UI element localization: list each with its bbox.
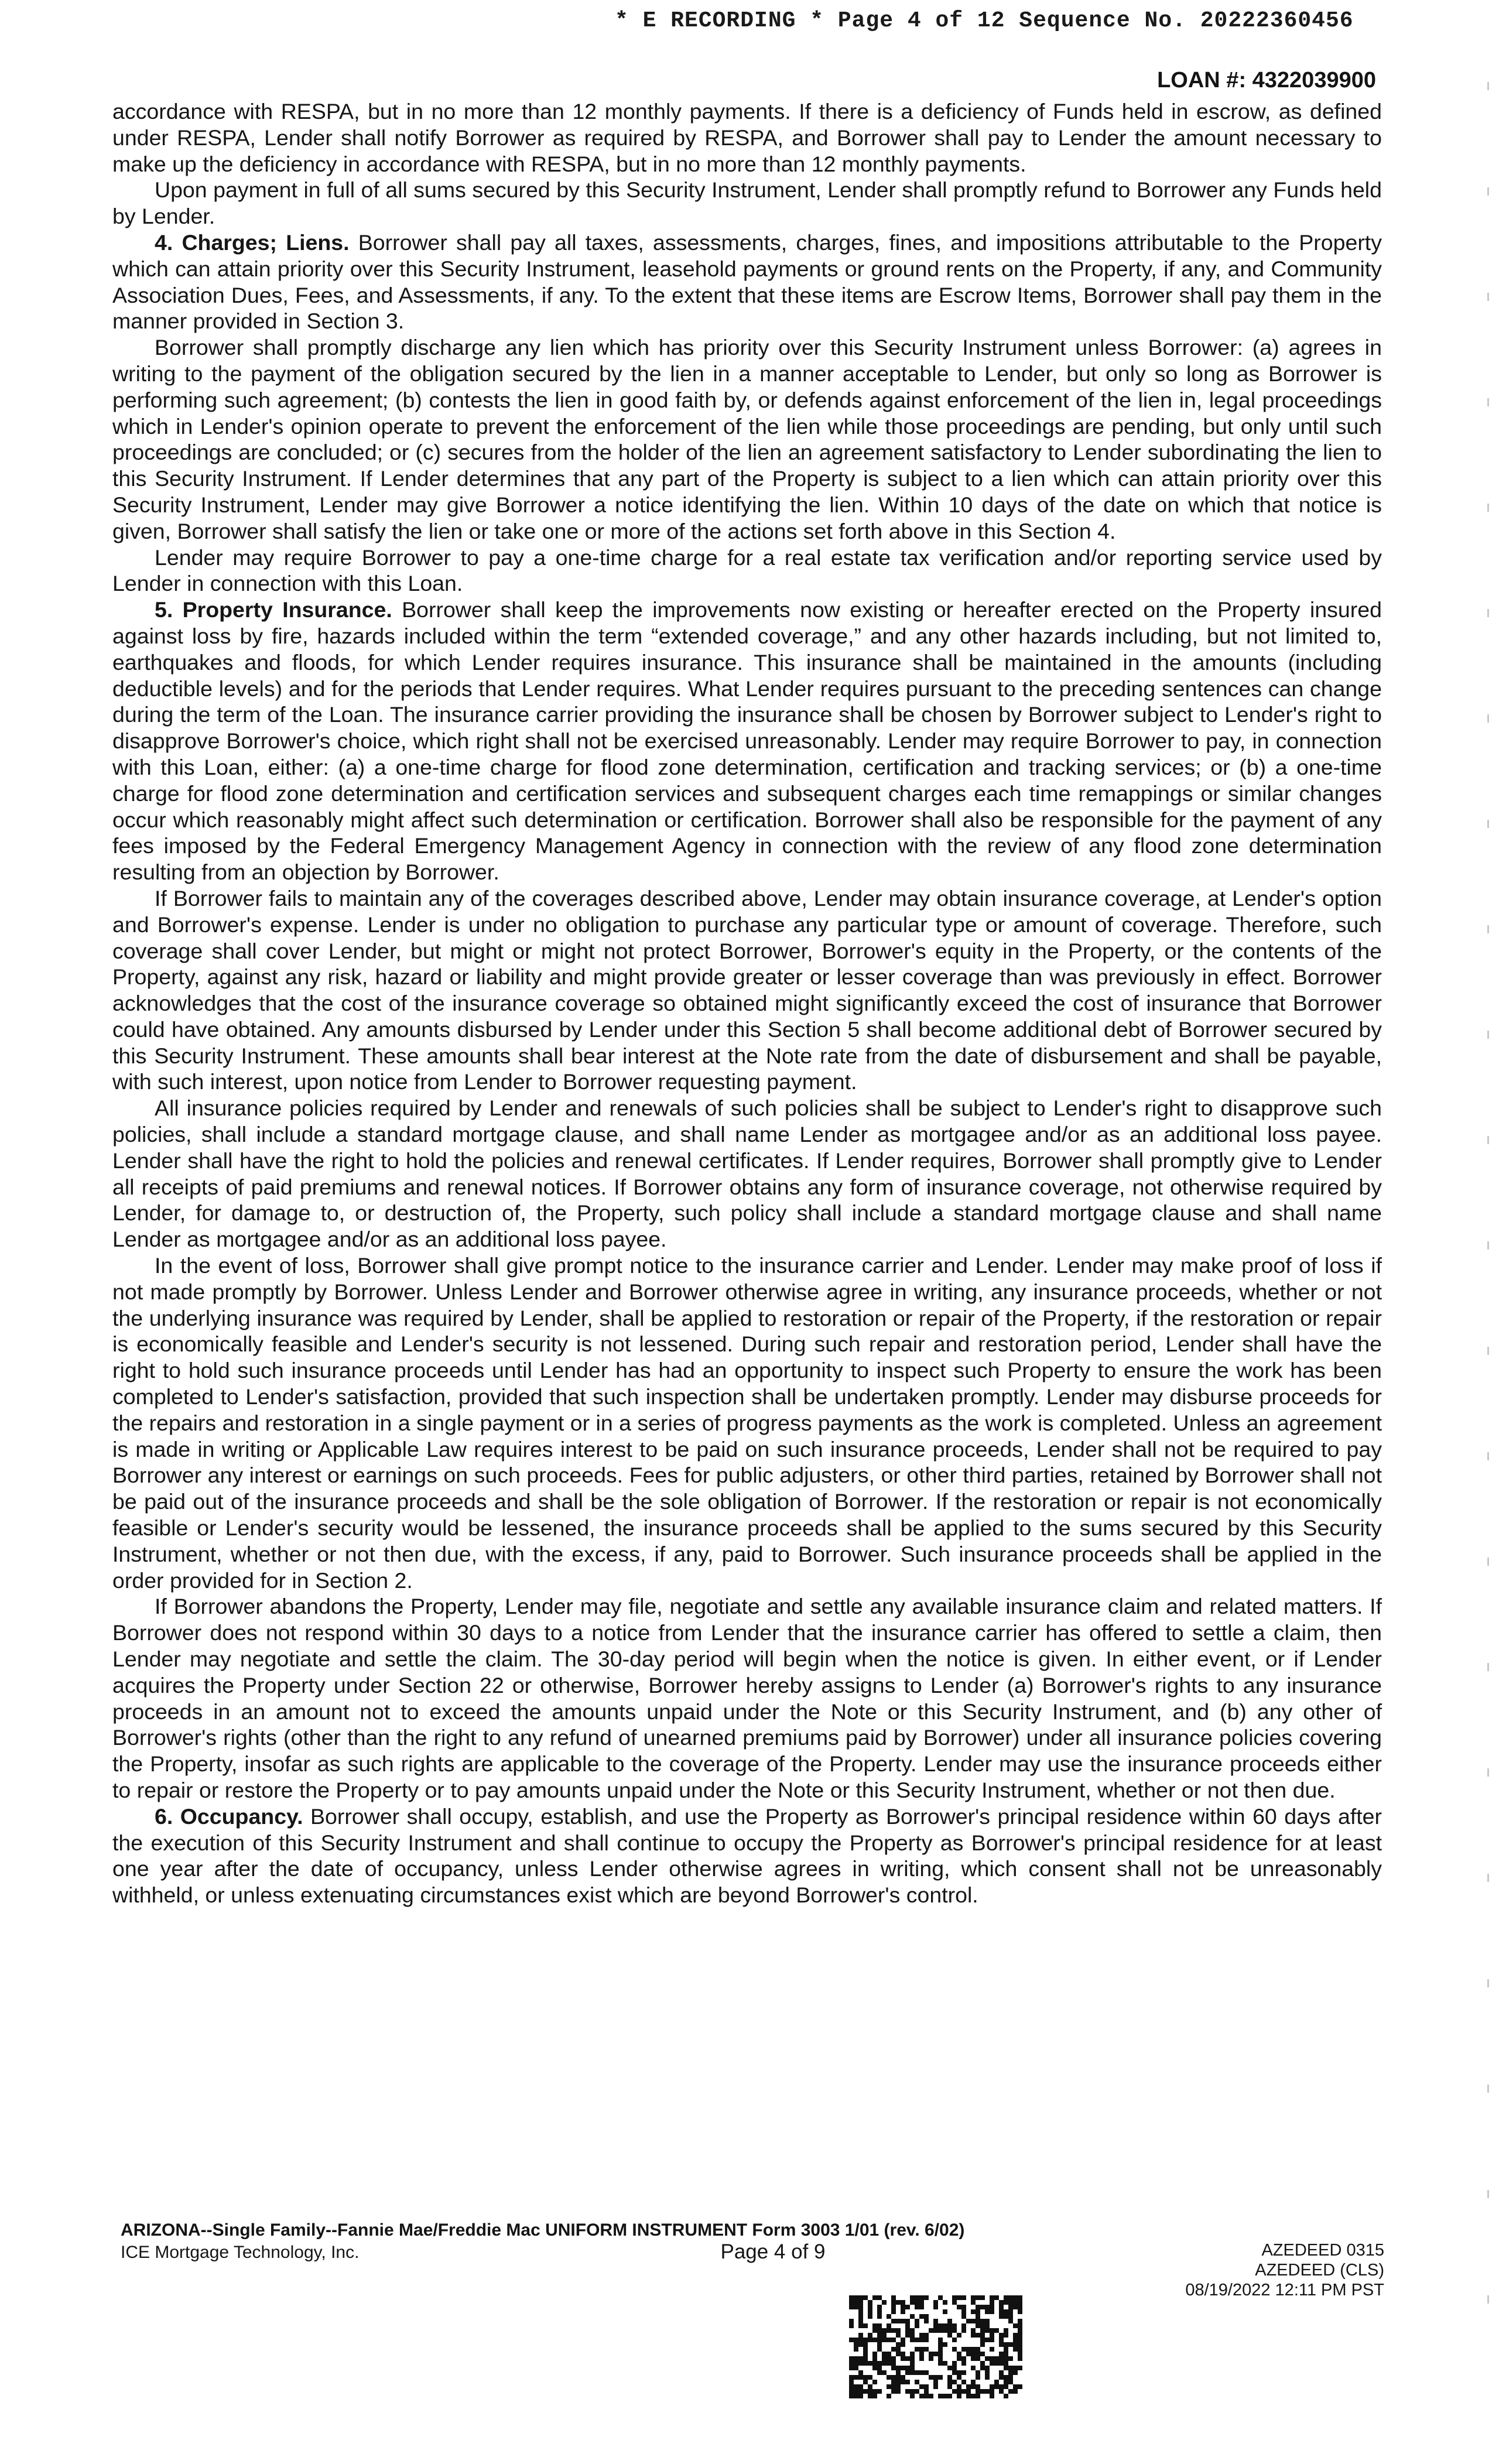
paragraph: accordance with RESPA, but in no more than 12 monthly payments. If there is a deficiency of Funds held in escrow, as defined under RESPA, Lender shall notify Borrower as required by RESPA, and Borrower shall pay to Lender the amount necessary to make up the deficiency in accordance with RESPA, but in no more than 12 monthly payments. bbox=[112, 99, 1382, 176]
paragraph: Upon payment in full of all sums secured by this Security Instrument, Lender shall promptly refund to Borrower any Funds held by Lender. bbox=[112, 177, 1382, 229]
form-line: ARIZONA--Single Family--Fannie Mae/Freddie Mac UNIFORM INSTRUMENT Form 3003 1/01 (rev. 6/02) bbox=[121, 2220, 965, 2240]
loan-number: LOAN #: 4322039900 bbox=[1157, 68, 1376, 93]
section-5-property-insurance: 5. Property Insurance. Borrower shall keep the improvements now existing or hereafter erected on the Property insured against loss by fire, hazards included within the term “extended coverage,” and any other hazards including, but not limited to, earthquakes and floods, for which Lender requires insurance. This insurance shall be maintained in the amounts (including deductible levels) and for the periods that Lender requires. What Lender requires pursuant to the preceding sentences can change during the term of the Loan. The insurance carrier providing the insurance shall be chosen by Borrower subject to Lender's right to disapprove Borrower's choice, which right shall not be exercised unreasonably. Lender may require Borrower to pay, in connection with this Loan, either: (a) a one-time charge for flood zone determination, certification and tracking services; or (b) a one-time charge for flood zone determination and certification services and subsequent charges each time remappings or similar changes occur which reasonably might affect such determination or certification. Borrower shall also be responsible for the payment of any fees imposed by the Federal Emergency Management Agency in connection with the review of any flood zone determination resulting from an objection by Borrower. bbox=[112, 597, 1382, 885]
footer-form-info bbox=[121, 2219, 1116, 2264]
paragraph: If Borrower abandons the Property, Lender may file, negotiate and settle any available insurance claim and related matters. If Borrower does not respond within 30 days to a notice from Lender that the insurance carrier has offered to settle a claim, then Lender may negotiate and settle the claim. The 30-day period will begin when the notice is given. In either event, or if Lender acquires the Property under Section 22 or otherwise, Borrower hereby assigns to Lender (a) Borrower's rights to any insurance proceeds in an amount not to exceed the amounts unpaid under the Note or this Security Instrument, and (b) any other of Borrower's rights (other than the right to any refund of unearned premiums paid by Borrower) under all insurance policies covering the Property, insofar as such rights are applicable to the coverage of the Property. Lender may use the insurance proceeds either to repair or restore the Property or to pay amounts unpaid under the Note or this Security Instrument, whether or not then due. bbox=[112, 1594, 1382, 1802]
form-code-cls: AZEDEED (CLS) bbox=[1255, 2261, 1384, 2280]
paragraph: Lender may require Borrower to pay a one-time charge for a real estate tax verification and/or reporting service used by Lender in connection with this Loan. bbox=[112, 545, 1382, 596]
form-code: AZEDEED 0315 bbox=[1261, 2241, 1384, 2260]
company-name: ICE Mortgage Technology, Inc. bbox=[121, 2243, 360, 2262]
recording-stamp: * E RECORDING * Page 4 of 12 Sequence No. 20222360456 bbox=[615, 8, 1354, 33]
paragraph: All insurance policies required by Lender and renewals of such policies shall be subject to Lender's right to disapprove such policies, shall include a standard mortgage clause, and shall name Lender as mortgagee and/or as an additional loss payee. Lender shall have the right to hold the policies and renewal certificates. If Lender requires, Borrower shall promptly give to Lender all receipts of paid premiums and renewal notices. If Borrower obtains any form of insurance coverage, not otherwise required by Lender, for damage to, or destruction of, the Property, such policy shall include a standard mortgage clause and shall name Lender as mortgagee and/or as an additional loss payee. bbox=[112, 1096, 1382, 1252]
section-heading: 5. Property Insurance. bbox=[155, 597, 392, 622]
section-heading: 6. Occupancy. bbox=[155, 1803, 303, 1829]
paragraph: Borrower shall promptly discharge any lien which has priority over this Security Instrument unless Borrower: (a) agrees in writing to the payment of the obligation secured by the lien in a manner acceptable to Lender, but only so long as Borrower is performing such agreement; (b) contests the lien in good faith by, or defends against enforcement of the lien in, legal proceedings which in Lender's opinion operate to prevent the enforcement of the lien while those proceedings are pending, but only until such proceedings are concluded; or (c) secures from the holder of the lien an agreement satisfactory to Lender subordinating the lien to this Security Instrument. If Lender determines that any part of the Property is subject to a lien which can attain priority over this Security Instrument, Lender may give Borrower a notice identifying the lien. Within 10 days of the date on which that notice is given, Borrower shall satisfy the lien or take one or more of the actions set forth above in this Section 4. bbox=[112, 335, 1382, 543]
scan-edge-marks bbox=[1486, 70, 1491, 2354]
section-heading: 4. Charges; Liens. bbox=[155, 230, 350, 255]
document-body bbox=[112, 98, 1382, 1908]
paragraph: In the event of loss, Borrower shall give prompt notice to the insurance carrier and Lender. Lender may make proof of loss if not made promptly by Borrower. Unless Lender and Borrower otherwise agree in writing, any insurance proceeds, whether or not the underlying insurance was required by Lender, shall be applied to restoration or repair of the Property, if the restoration or repair is economically feasible and Lender's security is not lessened. During such repair and restoration period, Lender shall have the right to hold such insurance proceeds until Lender has had an opportunity to inspect such Property to ensure the work has been completed to Lender's satisfaction, provided that such inspection shall be undertaken promptly. Lender may disburse proceeds for the repairs and restoration in a single payment or in a series of progress payments as the work is completed. Unless an agreement is made in writing or Applicable Law requires interest to be paid on such insurance proceeds, Lender shall not be required to pay Borrower any interest or earnings on such proceeds. Fees for public adjusters, or other third parties, retained by Borrower shall not be paid out of the insurance proceeds and shall be the sole obligation of Borrower. If the restoration or repair is not economically feasible or Lender's security would be lessened, the insurance proceeds shall be applied to the sums secured by this Security Instrument, whether or not then due, with the excess, if any, paid to Borrower. Such insurance proceeds shall be applied in the order provided for in Section 2. bbox=[112, 1253, 1382, 1593]
section-6-occupancy: 6. Occupancy. Borrower shall occupy, establish, and use the Property as Borrower's principal residence within 60 days after the execution of this Security Instrument and shall continue to occupy the Property as Borrower's principal residence for at least one year after the date of occupancy, unless Lender otherwise agrees in writing, which consent shall not be unreasonably withheld, or unless extenuating circumstances exist which are beyond Borrower's control. bbox=[112, 1803, 1382, 1908]
section-4-charges-liens: 4. Charges; Liens. Borrower shall pay all taxes, assessments, charges, fines, and impositions attributable to the Property which can attain priority over this Security Instrument, leasehold payments or ground rents on the Property, if any, and Community Association Dues, Fees, and Assessments, if any. To the extent that these items are Escrow Items, Borrower shall pay them in the manner provided in Section 3. bbox=[112, 230, 1382, 334]
footer-codes bbox=[1185, 2240, 1384, 2300]
paragraph: If Borrower fails to maintain any of the coverages described above, Lender may obtain insurance coverage, at Lender's option and Borrower's expense. Lender is under no obligation to purchase any particular type or amount of coverage. Therefore, such coverage shall cover Lender, but might or might not protect Borrower, Borrower's equity in the Property, or the contents of the Property, against any risk, hazard or liability and might provide greater or lesser coverage than was previously in effect. Borrower acknowledges that the cost of the insurance coverage so obtained might significantly exceed the cost of insurance that Borrower could have obtained. Any amounts disbursed by Lender under this Section 5 shall become additional debt of Borrower secured by this Security Instrument. These amounts shall bear interest at the Note rate from the date of disbursement and shall be payable, with such interest, upon notice from Lender to Borrower requesting payment. bbox=[112, 885, 1382, 1094]
print-timestamp: 08/19/2022 12:11 PM PST bbox=[1185, 2281, 1384, 2299]
barcode-icon bbox=[848, 2295, 1024, 2398]
page-number: Page 4 of 9 bbox=[720, 2240, 826, 2263]
